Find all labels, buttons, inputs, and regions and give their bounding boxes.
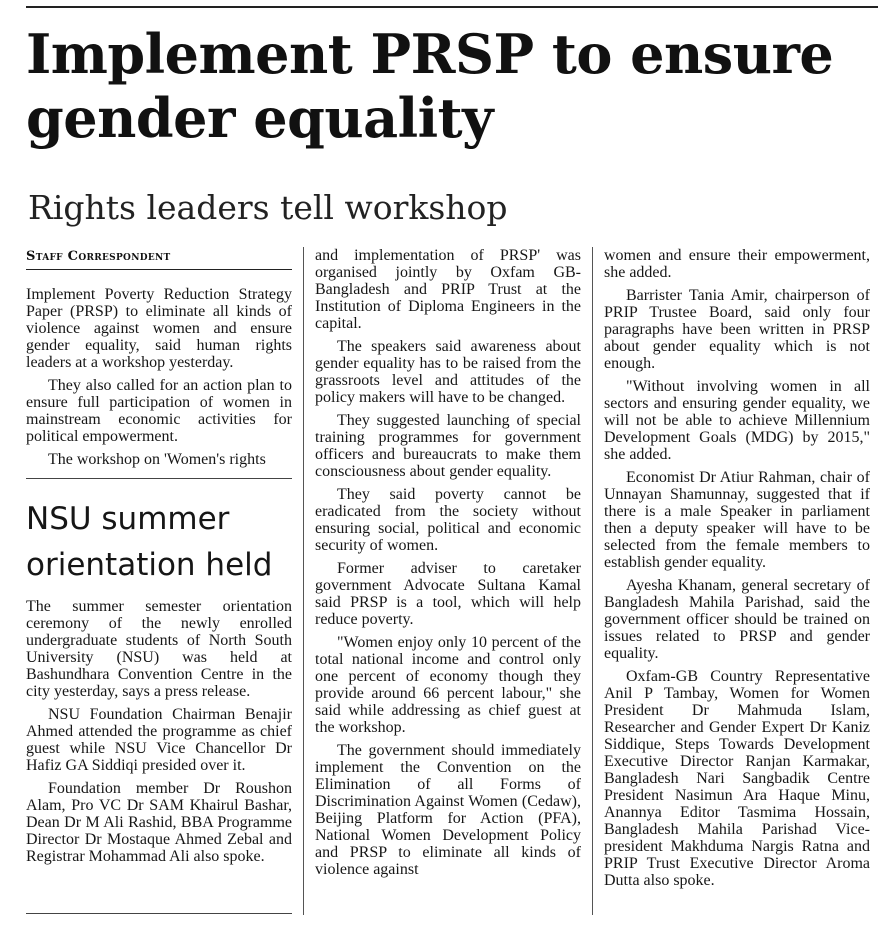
nsu-headline: NSU summer orientation held <box>26 501 273 583</box>
article-column-2 <box>315 247 581 884</box>
paragraph: The summer semester orientation ceremony of the newly enrolled undergraduate students of North South University (NSU) was held at Bashundhara Convention Centre in the city yesterday, says a press release. <box>26 598 292 700</box>
column-divider <box>303 247 304 915</box>
article-subheadline: Rights leaders tell workshop <box>28 188 508 227</box>
paragraph: Ayesha Khanam, general secretary of Bangladesh Mahila Parishad, said the government officer should be trained on issues related to PRSP and gender equality. <box>604 577 870 662</box>
article-column-3 <box>604 247 870 895</box>
paragraph: They said poverty cannot be eradicated from the society without ensuring social, political and economic security of women. <box>315 486 581 554</box>
article-column-1 <box>26 286 292 474</box>
bottom-rule <box>26 913 292 914</box>
nsu-column <box>26 598 292 871</box>
paragraph: "Women enjoy only 10 percent of the total national income and control only one percent of economy though they provide around 66 percent labour," she said while addressing as chief guest at the workshop. <box>315 634 581 736</box>
paragraph: The speakers said awareness about gender equality has to be raised from the grassroots level and attitudes of the policy makers will have to be changed. <box>315 338 581 406</box>
paragraph: NSU Foundation Chairman Benajir Ahmed attended the programme as chief guest while NSU Vice Chancellor Dr Hafiz GA Siddiqi presided over it. <box>26 706 292 774</box>
section-divider <box>26 478 292 479</box>
byline-rule <box>26 269 292 270</box>
paragraph: Implement Poverty Reduction Strategy Paper (PRSP) to eliminate all kinds of violence against women and ensure gender equality, said human rights leaders at a workshop yesterday. <box>26 286 292 371</box>
paragraph: Economist Dr Atiur Rahman, chair of Unnayan Shamunnay, suggested that if there is a male Speaker in parliament then a deputy speaker will have to be selected from the female members to establish gender equality. <box>604 469 870 571</box>
paragraph: and implementation of PRSP' was organised jointly by Oxfam GB-Bangladesh and PRIP Trust at the Institution of Diploma Engineers in the capital. <box>315 247 581 332</box>
paragraph: Foundation member Dr Roushon Alam, Pro VC Dr SAM Khairul Bashar, Dean Dr M Ali Rashid, BBA Programme Director Dr Mostaque Ahmed Zebal and Registrar Mohammad Ali also spoke. <box>26 780 292 865</box>
top-rule <box>26 6 878 8</box>
paragraph: Barrister Tania Amir, chairperson of PRIP Trustee Board, said only four paragraphs have been written in PRSP about gender equality which is not enough. <box>604 287 870 372</box>
column-divider <box>592 247 593 915</box>
paragraph: The government should immediately implement the Convention on the Elimination of all Forms of Discrimination Against Women (Cedaw), Beijing Platform for Action (PFA), National Women Development Policy and PRSP to eliminate all kinds of violence against <box>315 742 581 878</box>
paragraph: Former adviser to caretaker government Advocate Sultana Kamal said PRSP is a tool, which will help reduce poverty. <box>315 560 581 628</box>
paragraph: "Without involving women in all sectors and ensuring gender equality, we will not be able to achieve Millennium Development Goals (MDG) by 2015," she added. <box>604 378 870 463</box>
paragraph: Oxfam-GB Country Representative Anil P Tambay, Women for Women President Dr Mahmuda Islam, Researcher and Gender Expert Dr Kaniz Siddique, Steps Towards Development Executive Director Ranjan Karmakar, Bangladesh Nari Sangbadik Centre President Nasimun Ara Haque Minu, Anannya Editor Tasmima Hossain, Bangladesh Mahila Parishad Vice-president Makhduma Nargis Ratna and PRIP Trust Executive Director Aroma Dutta also spoke. <box>604 668 870 889</box>
paragraph: They also called for an action plan to ensure full participation of women in mainstream economic activities for political empowerment. <box>26 377 292 445</box>
paragraph: women and ensure their empowerment, she added. <box>604 247 870 281</box>
paragraph: The workshop on 'Women's rights <box>48 451 266 468</box>
byline: Staff Correspondent <box>26 249 171 264</box>
article-headline: Implement PRSP to ensure gender equality <box>26 22 834 150</box>
paragraph: They suggested launching of special training programmes for government officers and bureaucrats to make them consciousness about gender equality. <box>315 412 581 480</box>
